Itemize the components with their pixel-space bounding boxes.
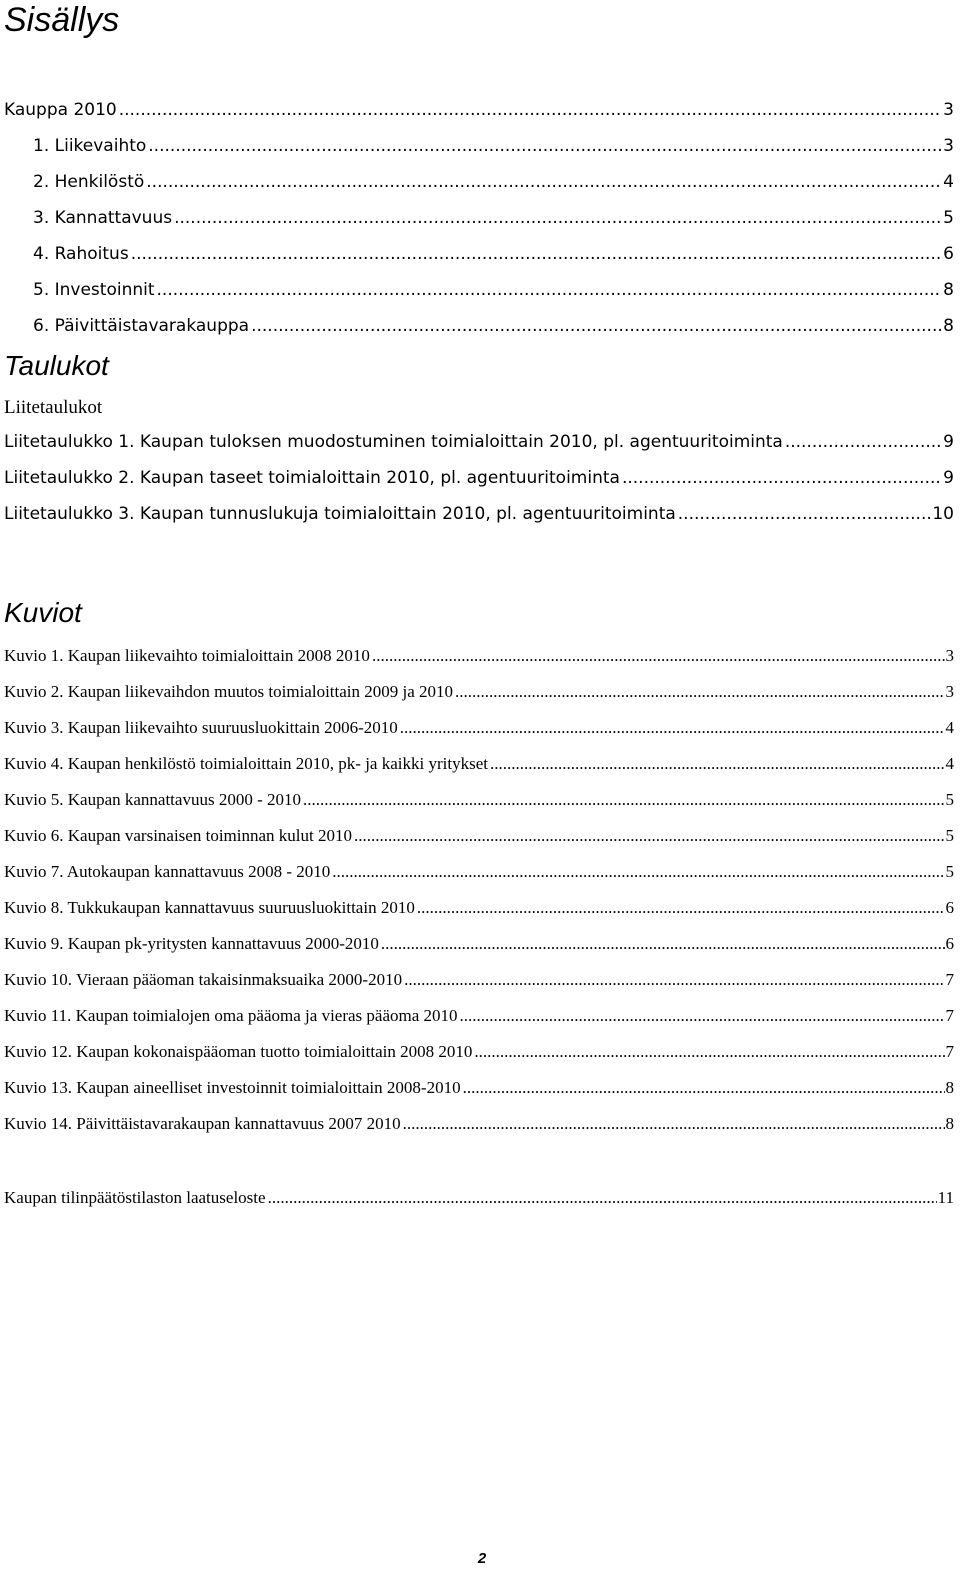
toc-entry-page: 6 bbox=[945, 934, 954, 953]
figures-list bbox=[0, 638, 960, 1142]
toc-entry-figure[interactable] bbox=[0, 710, 960, 746]
toc-entry-figure[interactable] bbox=[0, 746, 960, 782]
leader-dots bbox=[146, 172, 942, 192]
toc-entry-label: 5. Investoinnit bbox=[33, 280, 155, 300]
toc-entry-page: 8 bbox=[945, 1114, 954, 1133]
toc-entry[interactable] bbox=[0, 92, 960, 128]
leader-dots bbox=[251, 316, 942, 336]
toc-entry-figure[interactable] bbox=[0, 962, 960, 998]
appendix-list bbox=[0, 1180, 960, 1216]
toc-entry-page: 10 bbox=[932, 504, 954, 524]
toc-entry-figure[interactable] bbox=[0, 818, 960, 854]
toc-entry-page: 5 bbox=[945, 826, 954, 845]
toc-entry-label: Kaupan tilinpäätöstilaston laatuseloste bbox=[4, 1188, 266, 1207]
toc-entry-figure[interactable] bbox=[0, 854, 960, 890]
toc-entry-page: 7 bbox=[945, 1006, 954, 1025]
contents-list bbox=[0, 92, 960, 344]
toc-entry-figure[interactable] bbox=[0, 674, 960, 710]
leader-dots bbox=[148, 136, 942, 156]
toc-entry-page: 8 bbox=[943, 316, 954, 336]
toc-entry-page: 5 bbox=[943, 208, 954, 228]
toc-entry-figure[interactable] bbox=[0, 638, 960, 674]
toc-entry-label: Kuvio 7. Autokaupan kannattavuus 2008 - 2010 bbox=[4, 862, 331, 881]
toc-entry-page: 5 bbox=[945, 790, 954, 809]
leader-dots bbox=[400, 718, 945, 738]
tables-list bbox=[0, 424, 960, 532]
toc-entry-page: 8 bbox=[945, 1078, 954, 1097]
leader-dots bbox=[381, 934, 945, 954]
leader-dots bbox=[455, 682, 944, 702]
toc-entry-label: Kuvio 2. Kaupan liikevaihdon muutos toimialoittain 2009 ja 2010 bbox=[4, 682, 454, 701]
toc-entry-page: 4 bbox=[945, 718, 954, 737]
toc-entry-label: 3. Kannattavuus bbox=[33, 208, 173, 228]
toc-entry-label: Kuvio 4. Kaupan henkilöstö toimialoittain 2010, pk- ja kaikki yritykset bbox=[4, 754, 488, 773]
toc-entry-page: 11 bbox=[937, 1188, 954, 1207]
leader-dots bbox=[354, 826, 945, 846]
toc-entry-label: Kuvio 9. Kaupan pk-yritysten kannattavuus 2000-2010 bbox=[4, 934, 379, 953]
leader-dots bbox=[474, 1042, 944, 1062]
toc-entry-label: Kuvio 10. Vieraan pääoman takaisinmaksuaika 2000-2010 bbox=[4, 970, 403, 989]
toc-entry-figure[interactable] bbox=[0, 1034, 960, 1070]
toc-entry-page: 5 bbox=[945, 862, 954, 881]
contents-heading: Sisällys bbox=[4, 1, 120, 39]
leader-dots bbox=[403, 1114, 945, 1134]
toc-entry-page: 7 bbox=[945, 1042, 954, 1061]
toc-entry-label: Kuvio 13. Kaupan aineelliset investoinnit toimialoittain 2008-2010 bbox=[4, 1078, 461, 1097]
tables-subheading: Liitetaulukot bbox=[4, 397, 103, 418]
toc-entry[interactable] bbox=[0, 200, 960, 236]
toc-entry-label: 4. Rahoitus bbox=[33, 244, 129, 264]
toc-entry-figure[interactable] bbox=[0, 1070, 960, 1106]
leader-dots bbox=[131, 244, 942, 264]
toc-entry[interactable] bbox=[0, 128, 960, 164]
toc-entry-page: 8 bbox=[943, 280, 954, 300]
toc-entry-page: 6 bbox=[945, 898, 954, 917]
toc-entry-page: 6 bbox=[943, 244, 954, 264]
toc-entry[interactable] bbox=[0, 308, 960, 344]
leader-dots bbox=[268, 1188, 937, 1208]
leader-dots bbox=[157, 280, 943, 300]
page-number: 2 bbox=[477, 1550, 487, 1567]
leader-dots bbox=[174, 208, 942, 228]
leader-dots bbox=[372, 646, 945, 666]
toc-entry-page: 3 bbox=[943, 100, 954, 120]
leader-dots bbox=[332, 862, 944, 882]
toc-entry-label: Kuvio 6. Kaupan varsinaisen toiminnan kulut 2010 bbox=[4, 826, 352, 845]
toc-entry-page: 4 bbox=[945, 754, 954, 773]
toc-entry-page: 9 bbox=[943, 468, 954, 488]
toc-entry-page: 7 bbox=[945, 970, 954, 989]
toc-entry-table[interactable] bbox=[0, 496, 960, 532]
toc-entry-page: 9 bbox=[943, 432, 954, 452]
toc-entry-label: Kuvio 5. Kaupan kannattavuus 2000 - 2010 bbox=[4, 790, 301, 809]
leader-dots bbox=[303, 790, 945, 810]
toc-entry-table[interactable] bbox=[0, 460, 960, 496]
leader-dots bbox=[417, 898, 945, 918]
toc-entry-appendix[interactable] bbox=[0, 1180, 960, 1216]
toc-entry-label: Kuvio 11. Kaupan toimialojen oma pääoma ja vieras pääoma 2010 bbox=[4, 1006, 458, 1025]
toc-entry[interactable] bbox=[0, 164, 960, 200]
toc-entry-label: Liitetaulukko 1. Kaupan tuloksen muodostuminen toimialoittain 2010, pl. agentuuritoiminta bbox=[4, 432, 783, 452]
figures-heading: Kuviot bbox=[4, 597, 82, 628]
toc-entry-figure[interactable] bbox=[0, 1106, 960, 1142]
toc-entry-page: 3 bbox=[945, 682, 954, 701]
toc-entry-label: Kuvio 12. Kaupan kokonaispääoman tuotto toimialoittain 2008 2010 bbox=[4, 1042, 473, 1061]
toc-entry-label: Kuvio 3. Kaupan liikevaihto suuruusluokittain 2006-2010 bbox=[4, 718, 398, 737]
toc-entry[interactable] bbox=[0, 272, 960, 308]
leader-dots bbox=[460, 1006, 945, 1026]
toc-entry-label: Kauppa 2010 bbox=[4, 100, 117, 120]
toc-entry-label: Kuvio 14. Päivittäistavarakaupan kannattavuus 2007 2010 bbox=[4, 1114, 401, 1133]
leader-dots bbox=[678, 504, 932, 524]
leader-dots bbox=[463, 1078, 945, 1098]
tables-heading: Taulukot bbox=[4, 350, 109, 381]
toc-entry-label: 2. Henkilöstö bbox=[33, 172, 145, 192]
leader-dots bbox=[785, 432, 942, 452]
toc-entry-label: 6. Päivittäistavarakauppa bbox=[33, 316, 250, 336]
toc-entry-label: 1. Liikevaihto bbox=[33, 136, 147, 156]
toc-entry-page: 3 bbox=[945, 646, 954, 665]
leader-dots bbox=[490, 754, 945, 774]
toc-entry-label: Kuvio 1. Kaupan liikevaihto toimialoittain 2008 2010 bbox=[4, 646, 370, 665]
toc-entry-page: 4 bbox=[943, 172, 954, 192]
toc-entry[interactable] bbox=[0, 236, 960, 272]
leader-dots bbox=[119, 100, 942, 120]
toc-entry-figure[interactable] bbox=[0, 998, 960, 1034]
toc-entry-figure[interactable] bbox=[0, 890, 960, 926]
toc-entry-page: 3 bbox=[943, 136, 954, 156]
toc-entry-label: Kuvio 8. Tukkukaupan kannattavuus suuruusluokittain 2010 bbox=[4, 898, 415, 917]
toc-entry-label: Liitetaulukko 2. Kaupan taseet toimialoittain 2010, pl. agentuuritoiminta bbox=[4, 468, 620, 488]
toc-entry-figure[interactable] bbox=[0, 926, 960, 962]
toc-entry-table[interactable] bbox=[0, 424, 960, 460]
leader-dots bbox=[404, 970, 944, 990]
leader-dots bbox=[622, 468, 942, 488]
toc-entry-label: Liitetaulukko 3. Kaupan tunnuslukuja toimialoittain 2010, pl. agentuuritoiminta bbox=[4, 504, 676, 524]
toc-entry-figure[interactable] bbox=[0, 782, 960, 818]
